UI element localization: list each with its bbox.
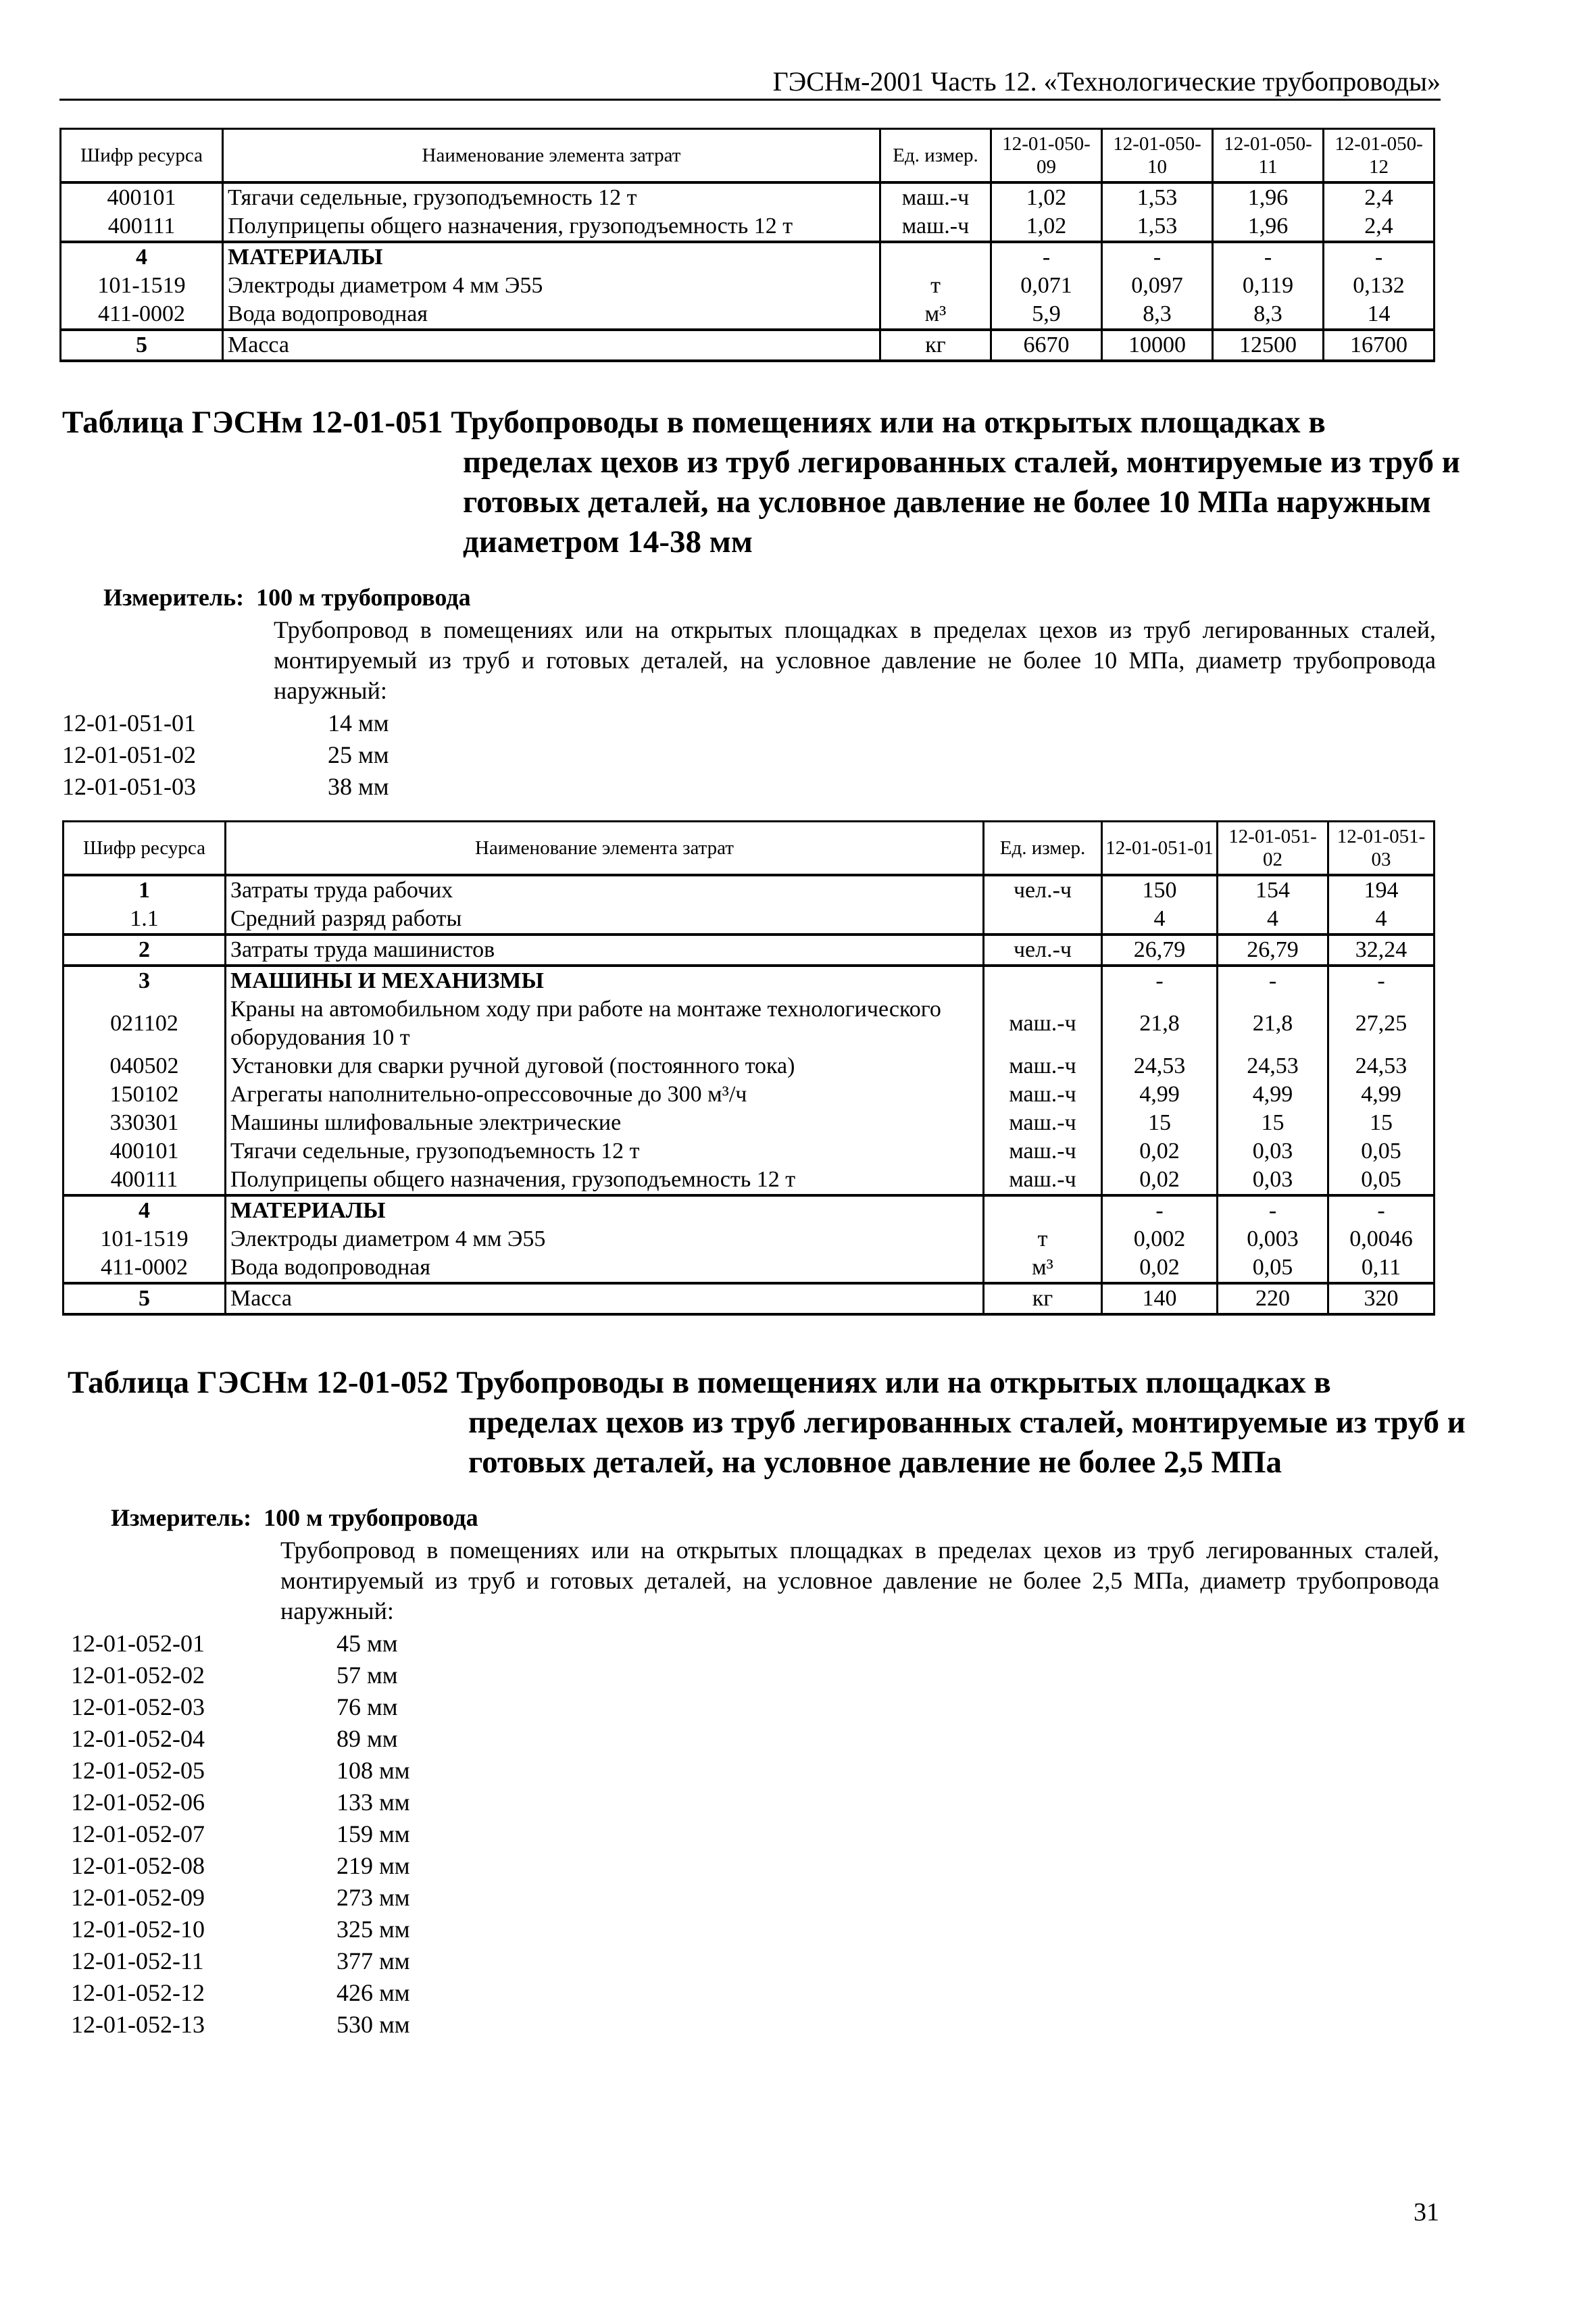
resource-code: 400101 — [64, 1137, 226, 1166]
measure-label: Измеритель: — [103, 584, 245, 611]
variant-code: 12-01-052-02 — [71, 1662, 205, 1689]
resource-code: 400111 — [64, 1166, 226, 1195]
cost-element-name: Масса — [223, 330, 880, 361]
value-cell: 194 — [1328, 875, 1435, 905]
variant-code: 12-01-052-11 — [71, 1947, 204, 1974]
table-row — [64, 875, 1435, 905]
unit: кг — [880, 330, 991, 361]
value-cell: 1,53 — [1102, 212, 1213, 242]
variant-diameter: 530 мм — [336, 2011, 410, 2038]
unit: маш.-ч — [880, 212, 991, 242]
value-cell: 320 — [1328, 1283, 1435, 1314]
value-cell: - — [1102, 1195, 1218, 1225]
variant-item — [71, 1691, 1596, 1723]
unit: чел.-ч — [984, 875, 1102, 905]
value-cell: 4 — [1102, 905, 1218, 935]
column-header: 12-01-050-10 — [1102, 129, 1213, 183]
column-header: 12-01-051-03 — [1328, 822, 1435, 876]
resource-code: 2 — [64, 935, 226, 966]
variant-code: 12-01-052-04 — [71, 1725, 205, 1752]
column-header: Наименование элемента затрат — [226, 822, 984, 876]
variant-code: 12-01-052-05 — [71, 1757, 205, 1784]
unit: маш.-ч — [984, 995, 1102, 1052]
row-group — [64, 1195, 1435, 1283]
table-row — [64, 966, 1435, 995]
column-header: 12-01-051-02 — [1218, 822, 1328, 876]
resource-code: 101-1519 — [61, 272, 223, 300]
measure-label: Измеритель: — [111, 1504, 252, 1531]
value-cell: 0,02 — [1102, 1253, 1218, 1283]
unit: маш.-ч — [984, 1080, 1102, 1109]
table-row — [64, 1283, 1435, 1314]
column-header: Ед. измер. — [984, 822, 1102, 876]
value-cell: 0,0046 — [1328, 1225, 1435, 1253]
cost-element-name: Машины шлифовальные электрические — [226, 1109, 984, 1137]
value-cell: 21,8 — [1218, 995, 1328, 1052]
variant-list-052 — [71, 1628, 1596, 2041]
variant-diameter: 133 мм — [336, 1789, 410, 1816]
table-row — [64, 905, 1435, 935]
cost-element-name: Электроды диаметром 4 мм Э55 — [223, 272, 880, 300]
value-cell: 1,02 — [991, 212, 1102, 242]
unit: маш.-ч — [984, 1109, 1102, 1137]
value-cell: - — [1213, 242, 1324, 272]
value-cell: 0,03 — [1218, 1137, 1328, 1166]
variant-diameter: 57 мм — [336, 1662, 398, 1689]
table-row — [61, 182, 1435, 212]
resource-code: 5 — [64, 1283, 226, 1314]
cost-element-name: Установки для сварки ручной дуговой (постоянного тока) — [226, 1052, 984, 1080]
value-cell: 0,02 — [1102, 1166, 1218, 1195]
variant-diameter: 159 мм — [336, 1820, 410, 1847]
value-cell: 140 — [1102, 1283, 1218, 1314]
resource-code: 400101 — [61, 182, 223, 212]
value-cell: 220 — [1218, 1283, 1328, 1314]
measure-value: 100 м трубопровода — [264, 1504, 478, 1531]
resource-code: 4 — [61, 242, 223, 272]
value-cell: - — [1102, 966, 1218, 995]
value-cell: 24,53 — [1102, 1052, 1218, 1080]
cost-element-name: Затраты труда машинистов — [226, 935, 984, 966]
value-cell: 8,3 — [1213, 300, 1324, 330]
value-cell: 26,79 — [1102, 935, 1218, 966]
value-cell: 24,53 — [1328, 1052, 1435, 1080]
value-cell: 0,11 — [1328, 1253, 1435, 1283]
value-cell: 0,05 — [1218, 1253, 1328, 1283]
variant-diameter: 25 мм — [328, 741, 389, 768]
value-cell: 1,96 — [1213, 182, 1324, 212]
variant-diameter: 426 мм — [336, 1979, 410, 2006]
value-cell: 6670 — [991, 330, 1102, 361]
value-cell: 2,4 — [1324, 182, 1435, 212]
description: Трубопровод в помещениях или на открытых площадках в пределах цехов из труб легированных сталей, монтируемый из труб и готовых деталей, на условное давление не более 10 МПа, диаметр трубопровода наружный: — [274, 616, 1436, 704]
unit: т — [880, 272, 991, 300]
variant-code: 12-01-052-06 — [71, 1789, 205, 1816]
table-row — [64, 1225, 1435, 1253]
cost-element-name: МАТЕРИАЛЫ — [223, 242, 880, 272]
value-cell: 4,99 — [1328, 1080, 1435, 1109]
variant-diameter: 325 мм — [336, 1916, 410, 1943]
page-number: 31 — [1414, 2198, 1439, 2226]
resource-code: 1 — [64, 875, 226, 905]
table-row — [61, 242, 1435, 272]
measure-line — [111, 1503, 1596, 1533]
header-row — [64, 822, 1435, 876]
row-group — [61, 330, 1435, 361]
table-row — [64, 1253, 1435, 1283]
resource-code: 411-0002 — [61, 300, 223, 330]
variant-item — [71, 1628, 1596, 1660]
variant-code: 12-01-051-02 — [62, 741, 196, 768]
column-header: 12-01-051-01 — [1102, 822, 1218, 876]
unit: м³ — [984, 1253, 1102, 1283]
table-title-051 — [62, 403, 1596, 562]
value-cell: 154 — [1218, 875, 1328, 905]
variant-item — [71, 1977, 1596, 2009]
description: Трубопровод в помещениях или на открытых площадках в пределах цехов из труб легированных сталей, монтируемый из труб и готовых деталей, на условное давление не более 2,5 МПа, диаметр трубопровода наружный: — [280, 1537, 1439, 1624]
resource-code: 411-0002 — [64, 1253, 226, 1283]
value-cell: 1,02 — [991, 182, 1102, 212]
value-cell: 15 — [1218, 1109, 1328, 1137]
variant-item — [62, 771, 1596, 803]
resource-code: 150102 — [64, 1080, 226, 1109]
column-header: 12-01-050-11 — [1213, 129, 1324, 183]
variant-item — [71, 1945, 1596, 1977]
value-cell: 0,002 — [1102, 1225, 1218, 1253]
measure-value: 100 м трубопровода — [256, 584, 471, 611]
variant-code: 12-01-052-03 — [71, 1693, 205, 1720]
value-cell: - — [1328, 966, 1435, 995]
column-header: 12-01-050-12 — [1324, 129, 1435, 183]
unit: чел.-ч — [984, 935, 1102, 966]
resource-code: 021102 — [64, 995, 226, 1052]
value-cell: - — [1218, 1195, 1328, 1225]
value-cell: 150 — [1102, 875, 1218, 905]
value-cell: 12500 — [1213, 330, 1324, 361]
row-group — [61, 182, 1435, 242]
row-group — [64, 1283, 1435, 1314]
value-cell: 21,8 — [1102, 995, 1218, 1052]
unit: кг — [984, 1283, 1102, 1314]
value-cell: 24,53 — [1218, 1052, 1328, 1080]
unit: маш.-ч — [984, 1137, 1102, 1166]
row-group — [64, 935, 1435, 966]
resource-code: 400111 — [61, 212, 223, 242]
value-cell: 0,119 — [1213, 272, 1324, 300]
table-title-052 — [68, 1363, 1596, 1483]
variant-code: 12-01-052-13 — [71, 2011, 205, 2038]
variant-item — [71, 1850, 1596, 1882]
cost-element-name: МАШИНЫ И МЕХАНИЗМЫ — [226, 966, 984, 995]
value-cell: - — [991, 242, 1102, 272]
table-row — [64, 1080, 1435, 1109]
variant-item — [71, 2009, 1596, 2041]
cost-element-name: МАТЕРИАЛЫ — [226, 1195, 984, 1225]
cost-element-name: Средний разряд работы — [226, 905, 984, 935]
value-cell: - — [1102, 242, 1213, 272]
title-continuation: пределах цехов из труб легированных сталей, монтируемые из труб и готовых деталей, на условное давление не более 2,5 МПа — [468, 1405, 1466, 1480]
variant-list-051 — [62, 707, 1596, 803]
variant-item — [71, 1818, 1596, 1850]
unit — [984, 966, 1102, 995]
cost-element-name: Тягачи седельные, грузоподъемность 12 т — [223, 182, 880, 212]
cost-element-name: Вода водопроводная — [226, 1253, 984, 1283]
value-cell: 0,02 — [1102, 1137, 1218, 1166]
value-cell: 1,96 — [1213, 212, 1324, 242]
resource-table-051 — [62, 820, 1435, 1316]
value-cell: 16700 — [1324, 330, 1435, 361]
title-line: Таблица ГЭСНм 12-01-051 Трубопроводы в помещениях или на открытых площадках в — [62, 405, 1326, 440]
variant-diameter: 76 мм — [336, 1693, 398, 1720]
table-row — [64, 1195, 1435, 1225]
variant-item — [71, 1882, 1596, 1914]
variant-item — [62, 707, 1596, 739]
value-cell: 15 — [1328, 1109, 1435, 1137]
row-group — [61, 242, 1435, 330]
value-cell: - — [1324, 242, 1435, 272]
unit: маш.-ч — [984, 1052, 1102, 1080]
table-row — [64, 1052, 1435, 1080]
cost-element-name: Краны на автомобильном ходу при работе на монтаже технологического оборудования 10 т — [226, 995, 984, 1052]
value-cell: 2,4 — [1324, 212, 1435, 242]
resource-code: 4 — [64, 1195, 226, 1225]
cost-element-name: Полуприцепы общего назначения, грузоподъемность 12 т — [223, 212, 880, 242]
variant-code: 12-01-052-07 — [71, 1820, 205, 1847]
value-cell: 8,3 — [1102, 300, 1213, 330]
value-cell: - — [1218, 966, 1328, 995]
row-group — [64, 875, 1435, 935]
cost-element-name: Агрегаты наполнительно-опрессовочные до 300 м³/ч — [226, 1080, 984, 1109]
table-row — [61, 212, 1435, 242]
resource-table-050 — [59, 128, 1435, 362]
resource-code: 040502 — [64, 1052, 226, 1080]
cost-element-name: Электроды диаметром 4 мм Э55 — [226, 1225, 984, 1253]
cost-element-name: Полуприцепы общего назначения, грузоподъемность 12 т — [226, 1166, 984, 1195]
title-line: Таблица ГЭСНм 12-01-052 Трубопроводы в помещениях или на открытых площадках в — [68, 1365, 1331, 1400]
value-cell: 0,003 — [1218, 1225, 1328, 1253]
variant-diameter: 273 мм — [336, 1884, 410, 1911]
value-cell: 5,9 — [991, 300, 1102, 330]
variant-item — [71, 1723, 1596, 1755]
value-cell: 15 — [1102, 1109, 1218, 1137]
value-cell: 0,097 — [1102, 272, 1213, 300]
title-continuation: пределах цехов из труб легированных сталей, монтируемые из труб и готовых деталей, на условное давление не более 10 МПа наружным диаметром 14-38 мм — [463, 445, 1460, 559]
column-header: Шифр ресурса — [61, 129, 223, 183]
variant-item — [71, 1755, 1596, 1787]
value-cell: 4,99 — [1218, 1080, 1328, 1109]
value-cell: 0,132 — [1324, 272, 1435, 300]
column-header: Наименование элемента затрат — [223, 129, 880, 183]
value-cell: 4 — [1218, 905, 1328, 935]
value-cell: 1,53 — [1102, 182, 1213, 212]
variant-item — [71, 1787, 1596, 1818]
header-row — [61, 129, 1435, 183]
value-cell: 14 — [1324, 300, 1435, 330]
table-row — [61, 330, 1435, 361]
cost-element-name: Затраты труда рабочих — [226, 875, 984, 905]
resource-code: 101-1519 — [64, 1225, 226, 1253]
value-cell: 32,24 — [1328, 935, 1435, 966]
variant-diameter: 219 мм — [336, 1852, 410, 1879]
value-cell: 0,05 — [1328, 1166, 1435, 1195]
table-row — [64, 1109, 1435, 1137]
resource-code: 5 — [61, 330, 223, 361]
value-cell: - — [1328, 1195, 1435, 1225]
variant-diameter: 377 мм — [336, 1947, 410, 1974]
unit — [880, 242, 991, 272]
unit: м³ — [880, 300, 991, 330]
column-header: Ед. измер. — [880, 129, 991, 183]
variant-code: 12-01-052-10 — [71, 1916, 205, 1943]
variant-diameter: 45 мм — [336, 1630, 398, 1657]
unit: маш.-ч — [984, 1166, 1102, 1195]
variant-item — [71, 1660, 1596, 1691]
unit: маш.-ч — [880, 182, 991, 212]
cost-element-name: Вода водопроводная — [223, 300, 880, 330]
measure-line — [103, 582, 1596, 612]
variant-diameter: 14 мм — [328, 710, 389, 737]
variant-item — [62, 739, 1596, 771]
cost-element-name: Масса — [226, 1283, 984, 1314]
table-row — [64, 935, 1435, 966]
variant-code: 12-01-052-12 — [71, 1979, 205, 2006]
table-row — [61, 272, 1435, 300]
value-cell: 27,25 — [1328, 995, 1435, 1052]
variant-code: 12-01-052-09 — [71, 1884, 205, 1911]
variant-diameter: 38 мм — [328, 773, 389, 800]
table-row — [61, 300, 1435, 330]
variant-diameter: 108 мм — [336, 1757, 410, 1784]
value-cell: 26,79 — [1218, 935, 1328, 966]
variant-code: 12-01-051-01 — [62, 710, 196, 737]
column-header: 12-01-050-09 — [991, 129, 1102, 183]
variant-item — [71, 1914, 1596, 1945]
table-row — [64, 1166, 1435, 1195]
resource-code: 1.1 — [64, 905, 226, 935]
table-row — [64, 1137, 1435, 1166]
variant-diameter: 89 мм — [336, 1725, 398, 1752]
variant-code: 12-01-052-08 — [71, 1852, 205, 1879]
table-row — [64, 995, 1435, 1052]
unit — [984, 1195, 1102, 1225]
resource-code: 330301 — [64, 1109, 226, 1137]
running-header: ГЭСНм-2001 Часть 12. «Технологические трубопроводы» — [59, 66, 1441, 101]
value-cell: 4 — [1328, 905, 1435, 935]
value-cell: 4,99 — [1102, 1080, 1218, 1109]
resource-code: 3 — [64, 966, 226, 995]
variant-code: 12-01-051-03 — [62, 773, 196, 800]
unit — [984, 905, 1102, 935]
value-cell: 0,03 — [1218, 1166, 1328, 1195]
cost-element-name: Тягачи седельные, грузоподъемность 12 т — [226, 1137, 984, 1166]
unit: т — [984, 1225, 1102, 1253]
value-cell: 0,071 — [991, 272, 1102, 300]
row-group — [64, 966, 1435, 1195]
column-header: Шифр ресурса — [64, 822, 226, 876]
value-cell: 10000 — [1102, 330, 1213, 361]
value-cell: 0,05 — [1328, 1137, 1435, 1166]
variant-code: 12-01-052-01 — [71, 1630, 205, 1657]
